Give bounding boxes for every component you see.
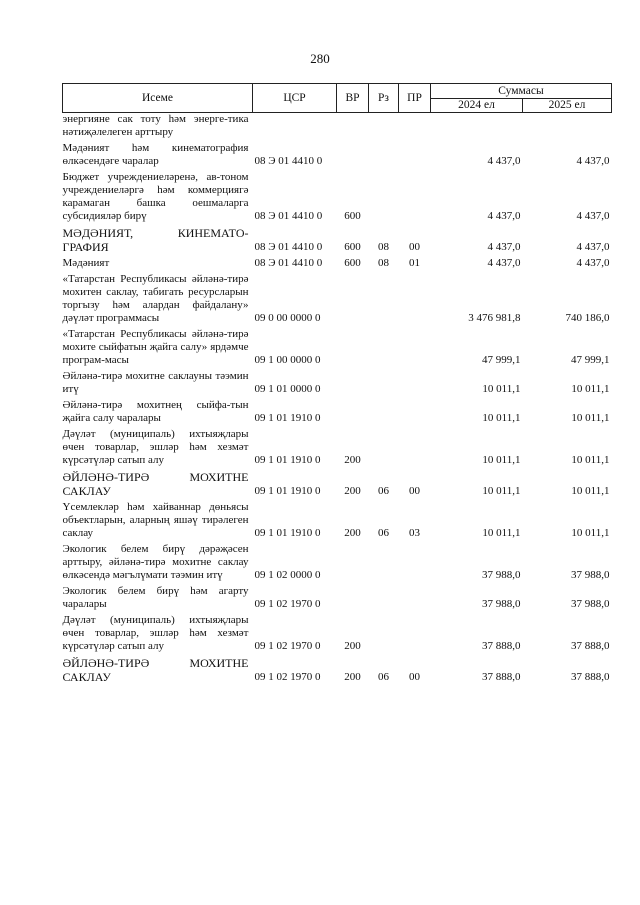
row-rz: 08 <box>378 241 389 253</box>
row-pr <box>399 142 431 171</box>
row-sum-2025 <box>523 113 612 143</box>
row-pr: 03 <box>409 527 420 539</box>
table-row <box>63 113 612 143</box>
row-sum-2024: 10 011,1 <box>482 527 521 539</box>
row-name: энергияне сак тоту һәм энерге-тика нәтиҗәлелеген арттыру <box>62 113 249 138</box>
row-name: Әйләнә-тирә мохитнең сыйфа-тын җайга салу чаралары <box>62 399 249 424</box>
row-sum-2025: 10 011,1 <box>571 383 610 395</box>
table-row <box>63 614 612 656</box>
row-sum-2025: 740 186,0 <box>565 312 610 324</box>
row-sum-2024: 10 011,1 <box>482 383 521 395</box>
row-rz: 06 <box>378 527 389 539</box>
row-name: Дәүләт (муниципаль) ихтыяҗлары өчен товарлар, эшләр һәм хезмәт күрсәтүләр сатып алу <box>62 614 249 652</box>
row-rz <box>369 273 399 328</box>
row-pr <box>399 585 431 614</box>
row-sum-2025: 10 011,1 <box>571 485 610 497</box>
row-sum-2024: 10 011,1 <box>482 412 521 424</box>
row-vr <box>337 543 369 585</box>
row-name: Дәүләт (муниципаль) ихтыяҗлары өчен товарлар, эшләр һәм хезмәт күрсәтүләр сатып алу <box>62 428 249 466</box>
row-sum-2025: 4 437,0 <box>576 155 610 167</box>
row-vr <box>337 113 369 143</box>
row-csr: 09 1 01 1910 0 <box>254 412 321 424</box>
row-csr: 08 Э 01 4410 0 <box>254 155 323 167</box>
row-csr: 08 Э 01 4410 0 <box>254 210 323 222</box>
row-pr <box>399 328 431 370</box>
header-rz: Рз <box>369 84 399 113</box>
row-name: Мәдәният <box>62 257 110 269</box>
header-vr: ВР <box>337 84 369 113</box>
header-year-2024: 2024 ел <box>431 99 523 113</box>
row-pr: 00 <box>409 671 420 683</box>
row-rz <box>369 171 399 226</box>
table-row <box>63 273 612 328</box>
row-sum-2025: 37 988,0 <box>571 569 610 581</box>
row-pr: 00 <box>409 485 420 497</box>
row-name: Үсемлекләр һәм хайваннар дөньясы объектларын, аларның яшәү тирәлеген саклау <box>62 501 249 539</box>
table-body <box>63 113 612 688</box>
row-vr <box>337 328 369 370</box>
row-rz: 06 <box>378 671 389 683</box>
row-sum-2024: 37 988,0 <box>482 598 521 610</box>
row-name: Бюджет учреждениеләренә, ав-тоном учреждениеләргә һәм коммерциягә карамаган башка оешмаларга субсидияләр бирү <box>62 171 249 222</box>
row-sum-2025: 37 988,0 <box>571 598 610 610</box>
row-rz <box>369 399 399 428</box>
row-pr <box>399 171 431 226</box>
row-csr: 09 1 00 0000 0 <box>254 354 321 366</box>
header-csr: ЦСР <box>253 84 337 113</box>
row-rz <box>369 585 399 614</box>
header-year-2025: 2025 ел <box>523 99 612 113</box>
row-vr: 200 <box>344 485 361 497</box>
row-sum-2025: 4 437,0 <box>576 210 610 222</box>
row-rz: 08 <box>378 257 389 269</box>
table-row <box>63 257 612 273</box>
row-sum-2025: 4 437,0 <box>576 257 610 269</box>
row-name: Экологик белем бирү һәм агарту чаралары <box>62 585 249 610</box>
row-name: «Татарстан Республикасы әйләнә-тирә мохите сыйфатын җайга салу» ярдәмче програм-масы <box>62 328 249 366</box>
row-rz <box>369 614 399 656</box>
budget-table <box>62 83 612 687</box>
row-csr <box>253 113 337 143</box>
row-name: «Татарстан Республикасы әйләнә-тирә мохитен саклау, табигать ресурсларын торгызу һәм алардан файдалану» дәүләт программасы <box>62 273 249 324</box>
row-csr: 09 1 01 1910 0 <box>254 454 321 466</box>
row-csr: 09 1 01 1910 0 <box>254 485 321 497</box>
row-name: Экологик белем бирү дәрәҗәсен арттыру, әйләнә-тирә мохитне саклау өлкәсендә мәгълүмати тәэмин итү <box>62 543 249 581</box>
header-pr: ПР <box>399 84 431 113</box>
row-csr: 09 1 02 0000 0 <box>254 569 321 581</box>
row-vr: 600 <box>344 210 361 222</box>
row-sum-2024: 4 437,0 <box>487 241 521 253</box>
row-name: Мәдәният һәм кинематография өлкәсендәге чаралар <box>62 142 249 167</box>
row-sum-2024: 4 437,0 <box>487 210 521 222</box>
row-vr: 600 <box>344 257 361 269</box>
row-vr <box>337 399 369 428</box>
row-rz: 06 <box>378 485 389 497</box>
table-row <box>63 226 612 257</box>
row-sum-2025: 37 888,0 <box>571 640 610 652</box>
row-name: Әйләнә-тирә мохитне саклауны тәэмин итү <box>62 370 249 395</box>
row-csr: 09 1 02 1970 0 <box>254 598 321 610</box>
row-vr: 200 <box>344 671 361 683</box>
row-vr: 200 <box>344 640 361 652</box>
row-pr <box>399 273 431 328</box>
table-row <box>63 399 612 428</box>
row-pr <box>399 428 431 470</box>
row-sum-2024: 10 011,1 <box>482 454 521 466</box>
row-sum-2024: 37 888,0 <box>482 640 521 652</box>
row-csr: 09 1 01 1910 0 <box>254 527 321 539</box>
row-rz <box>369 113 399 143</box>
table-row <box>63 543 612 585</box>
row-vr <box>337 585 369 614</box>
row-pr: 01 <box>409 257 420 269</box>
row-csr: 09 0 00 0000 0 <box>254 312 321 324</box>
row-vr <box>337 142 369 171</box>
row-rz <box>369 370 399 399</box>
table-header <box>63 84 612 113</box>
row-csr: 09 1 01 0000 0 <box>254 383 321 395</box>
row-csr: 08 Э 01 4410 0 <box>254 241 323 253</box>
table-row <box>63 428 612 470</box>
table-row <box>63 501 612 543</box>
row-sum-2024: 10 011,1 <box>482 485 521 497</box>
row-rz <box>369 543 399 585</box>
row-vr: 200 <box>344 527 361 539</box>
row-sum-2025: 10 011,1 <box>571 527 610 539</box>
table-row <box>63 585 612 614</box>
page-number: 280 <box>310 51 330 66</box>
row-vr: 200 <box>344 454 361 466</box>
row-vr: 600 <box>344 241 361 253</box>
row-sum-2025: 4 437,0 <box>576 241 610 253</box>
row-sum-2024: 37 888,0 <box>482 671 521 683</box>
row-csr: 09 1 02 1970 0 <box>254 640 321 652</box>
row-sum-2024: 47 999,1 <box>482 354 521 366</box>
table-row <box>63 470 612 501</box>
table-row <box>63 370 612 399</box>
row-sum-2024: 3 476 981,8 <box>468 312 521 324</box>
row-csr: 08 Э 01 4410 0 <box>254 257 323 269</box>
table-row <box>63 171 612 226</box>
table-row <box>63 656 612 687</box>
row-sum-2025: 10 011,1 <box>571 412 610 424</box>
header-name: Исеме <box>63 84 253 113</box>
row-sum-2025: 47 999,1 <box>571 354 610 366</box>
row-name: ӘЙЛӘНӘ-ТИРӘ МОХИТНЕ САКЛАУ <box>62 470 249 498</box>
table-row <box>63 142 612 171</box>
row-pr: 00 <box>409 241 420 253</box>
row-pr <box>399 113 431 143</box>
row-pr <box>399 399 431 428</box>
row-pr <box>399 614 431 656</box>
row-name: МӘДӘНИЯТ, КИНЕМАТО-ГРАФИЯ <box>62 226 249 254</box>
row-name: ӘЙЛӘНӘ-ТИРӘ МОХИТНЕ САКЛАУ <box>62 656 249 684</box>
row-pr <box>399 543 431 585</box>
row-rz <box>369 328 399 370</box>
row-sum-2024: 4 437,0 <box>487 155 521 167</box>
row-vr <box>337 370 369 399</box>
row-rz <box>369 428 399 470</box>
row-csr: 09 1 02 1970 0 <box>254 671 321 683</box>
row-vr <box>337 273 369 328</box>
row-sum-2025: 37 888,0 <box>571 671 610 683</box>
row-pr <box>399 370 431 399</box>
row-sum-2024 <box>431 113 523 143</box>
row-rz <box>369 142 399 171</box>
table-row <box>63 328 612 370</box>
row-sum-2024: 4 437,0 <box>487 257 521 269</box>
header-sums: Суммасы <box>431 84 612 99</box>
row-sum-2025: 10 011,1 <box>571 454 610 466</box>
row-sum-2024: 37 988,0 <box>482 569 521 581</box>
